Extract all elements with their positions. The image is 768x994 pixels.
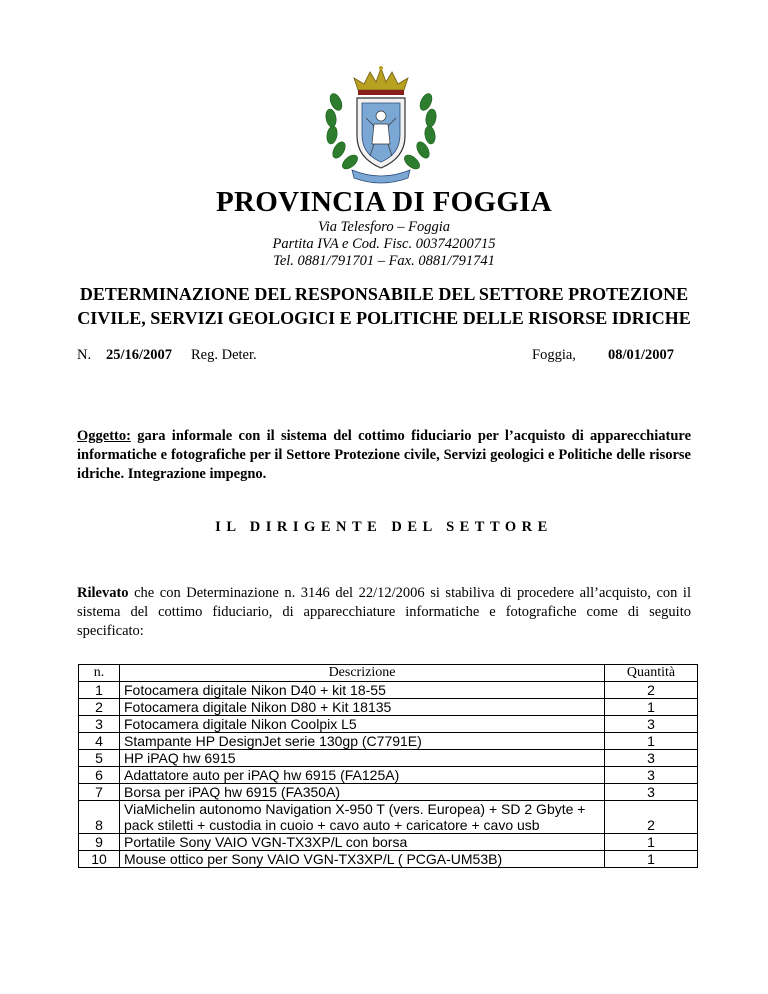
table-row — [79, 767, 698, 784]
row-number: 2 — [79, 699, 120, 716]
row-quantity: 1 — [605, 733, 698, 750]
header-description: Descrizione — [120, 665, 605, 682]
row-number: 6 — [79, 767, 120, 784]
row-number: 8 — [79, 801, 120, 834]
row-quantity: 1 — [605, 834, 698, 851]
table-header-row — [79, 665, 698, 682]
table-row — [79, 682, 698, 699]
rilevato-label: Rilevato — [77, 585, 129, 601]
row-number: 1 — [79, 682, 120, 699]
table-row — [79, 784, 698, 801]
table-row — [79, 851, 698, 868]
table-row — [79, 716, 698, 733]
determination-title-line1: DETERMINAZIONE DEL RESPONSABILE DEL SETTORE PROTEZIONE — [79, 284, 689, 304]
row-description: HP iPAQ hw 6915 — [120, 750, 605, 767]
determination-date: 08/01/2007 — [608, 347, 675, 363]
header-quantity: Quantità — [605, 665, 698, 682]
row-description: Fotocamera digitale Nikon D80 + Kit 18135 — [120, 699, 605, 716]
address-vat: Partita IVA e Cod. Fisc. 00374200715 — [272, 236, 496, 252]
row-description: Stampante HP DesignJet serie 130gp (C7791E) — [120, 733, 605, 750]
number-label: N. — [77, 347, 92, 363]
provincia-emblem — [322, 58, 440, 186]
table-row — [79, 733, 698, 750]
row-number: 5 — [79, 750, 120, 767]
row-quantity: 2 — [605, 682, 698, 699]
row-number: 4 — [79, 733, 120, 750]
subject-label: Oggetto: — [77, 428, 131, 444]
page-title: PROVINCIA DI FOGGIA — [216, 186, 552, 218]
place-label: Foggia, — [532, 347, 576, 363]
table-row — [79, 699, 698, 716]
table-row — [79, 834, 698, 851]
row-quantity: 3 — [605, 784, 698, 801]
row-description: Fotocamera digitale Nikon Coolpix L5 — [120, 716, 605, 733]
row-description: Borsa per iPAQ hw 6915 (FA350A) — [120, 784, 605, 801]
determination-title — [0, 282, 768, 330]
row-quantity: 3 — [605, 750, 698, 767]
register-label: Reg. Deter. — [191, 347, 257, 363]
row-description: Fotocamera digitale Nikon D40 + kit 18-55 — [120, 682, 605, 699]
row-description: Adattatore auto per iPAQ hw 6915 (FA125A) — [120, 767, 605, 784]
address-street: Via Telesforo – Foggia — [318, 219, 450, 235]
subject-paragraph — [77, 427, 691, 484]
header-number: n. — [79, 665, 120, 682]
subject-text: gara informale con il sistema del cottimo fiduciario per l’acquisto di apparecchiature informatiche e fotografiche per il Settore Protezione civile, Servizi geologici e Politiche delle risorse idriche. Integrazione impegno. — [77, 428, 692, 482]
row-quantity: 1 — [605, 851, 698, 868]
section-heading: IL DIRIGENTE DEL SETTORE — [215, 519, 553, 535]
determination-number: 25/16/2007 — [106, 347, 173, 363]
rilevato-paragraph — [77, 584, 691, 641]
address-phone: Tel. 0881/791701 – Fax. 0881/791741 — [273, 253, 495, 269]
row-number: 10 — [79, 851, 120, 868]
items-table — [78, 664, 698, 868]
row-quantity: 1 — [605, 699, 698, 716]
row-description: Mouse ottico per Sony VAIO VGN-TX3XP/L ( PCGA-UM53B) — [120, 851, 605, 868]
table-row — [79, 801, 698, 834]
row-quantity: 2 — [605, 801, 698, 834]
determination-title-line2: CIVILE, SERVIZI GEOLOGICI E POLITICHE DELLE RISORSE IDRICHE — [77, 308, 691, 328]
row-description: ViaMichelin autonomo Navigation X-950 T (vers. Europea) + SD 2 Gbyte + pack stiletti + custodia in cuoio + cavo auto + caricatore + cavo usb — [120, 801, 605, 834]
row-number: 9 — [79, 834, 120, 851]
rilevato-text: che con Determinazione n. 3146 del 22/12/2006 si stabiliva di procedere all’acquisto, con il sistema del cottimo fiduciario, di apparecchiature informatiche e fotografiche come di seguito specificato: — [77, 585, 691, 639]
row-quantity: 3 — [605, 716, 698, 733]
row-number: 3 — [79, 716, 120, 733]
table-row — [79, 750, 698, 767]
row-number: 7 — [79, 784, 120, 801]
row-description: Portatile Sony VAIO VGN-TX3XP/L con borsa — [120, 834, 605, 851]
row-quantity: 3 — [605, 767, 698, 784]
